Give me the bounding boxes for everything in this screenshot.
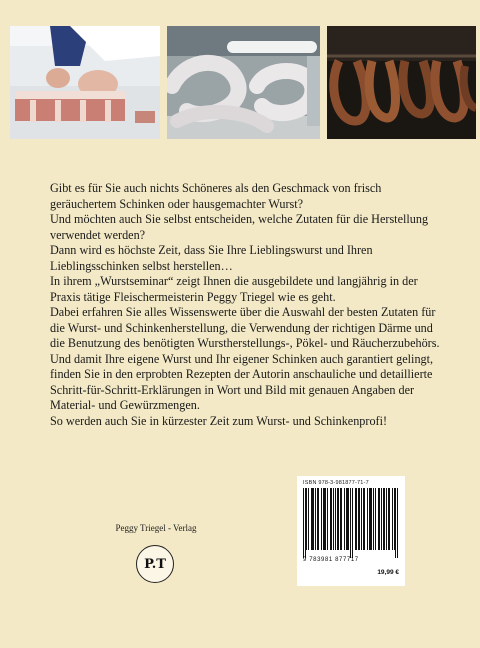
blurb-paragraph: Dann wird es höchste Zeit, dass Sie Ihre Lieblingswurst und Ihren Lieblingsschinken selbst herstellen… xyxy=(50,243,373,273)
blurb-paragraph: Und möchten auch Sie selbst entscheiden, welche Zutaten für die Herstellung verwendet werden? xyxy=(50,212,429,242)
blurb-paragraph: In ihrem „Wurstseminar“ zeigt Ihnen die ausgebildete und langjährig in der Praxis tätige Fleischermeisterin Peggy Triegel wie es geht. xyxy=(50,274,418,304)
barcode-digits: 9 783981 877717 xyxy=(303,557,359,563)
isbn-barcode xyxy=(297,476,405,586)
publisher-name: Peggy Triegel - Verlag xyxy=(115,523,197,533)
publisher-logo xyxy=(136,545,174,583)
blurb-paragraph: Dabei erfahren Sie alles Wissenswerte über die Auswahl der besten Zutaten für die Wurst- und Schinkenherstellung, die Verwendung der richtigen Därme und die Benutzung des benötigten Wurstherstellungs-, Pökel- und Räucherzubehörs. xyxy=(50,305,440,350)
isbn-label: ISBN 978-3-981877-71-7 xyxy=(303,480,369,486)
publisher-logo-text: P.T xyxy=(144,556,166,572)
price-label: 19,99 € xyxy=(377,569,399,576)
blurb-paragraph: Und damit Ihre eigene Wurst und Ihr eigener Schinken auch garantiert gelingt, finden Sie in den erprobten Rezepten der Autorin anschauliche und detaillierte Schritt-für-Schritt-Erklärungen in Wort und Bild mit genauen Angaben der Material- und Gewürzmengen. xyxy=(50,351,434,412)
blurb-paragraph: So werden auch Sie in kürzester Zeit zum Wurst- und Schinkenprofi! xyxy=(50,413,388,428)
ham-cutting-photo xyxy=(10,26,160,139)
barcode-bars xyxy=(303,488,399,558)
sausage-filling-photo xyxy=(167,26,320,139)
blurb-paragraph: Gibt es für Sie auch nichts Schöneres als den Geschmack von frisch geräuchertem Schinken oder hausgemachter Wurst? xyxy=(50,181,382,211)
back-cover-blurb xyxy=(50,181,440,429)
smoked-sausages-photo xyxy=(327,26,476,139)
